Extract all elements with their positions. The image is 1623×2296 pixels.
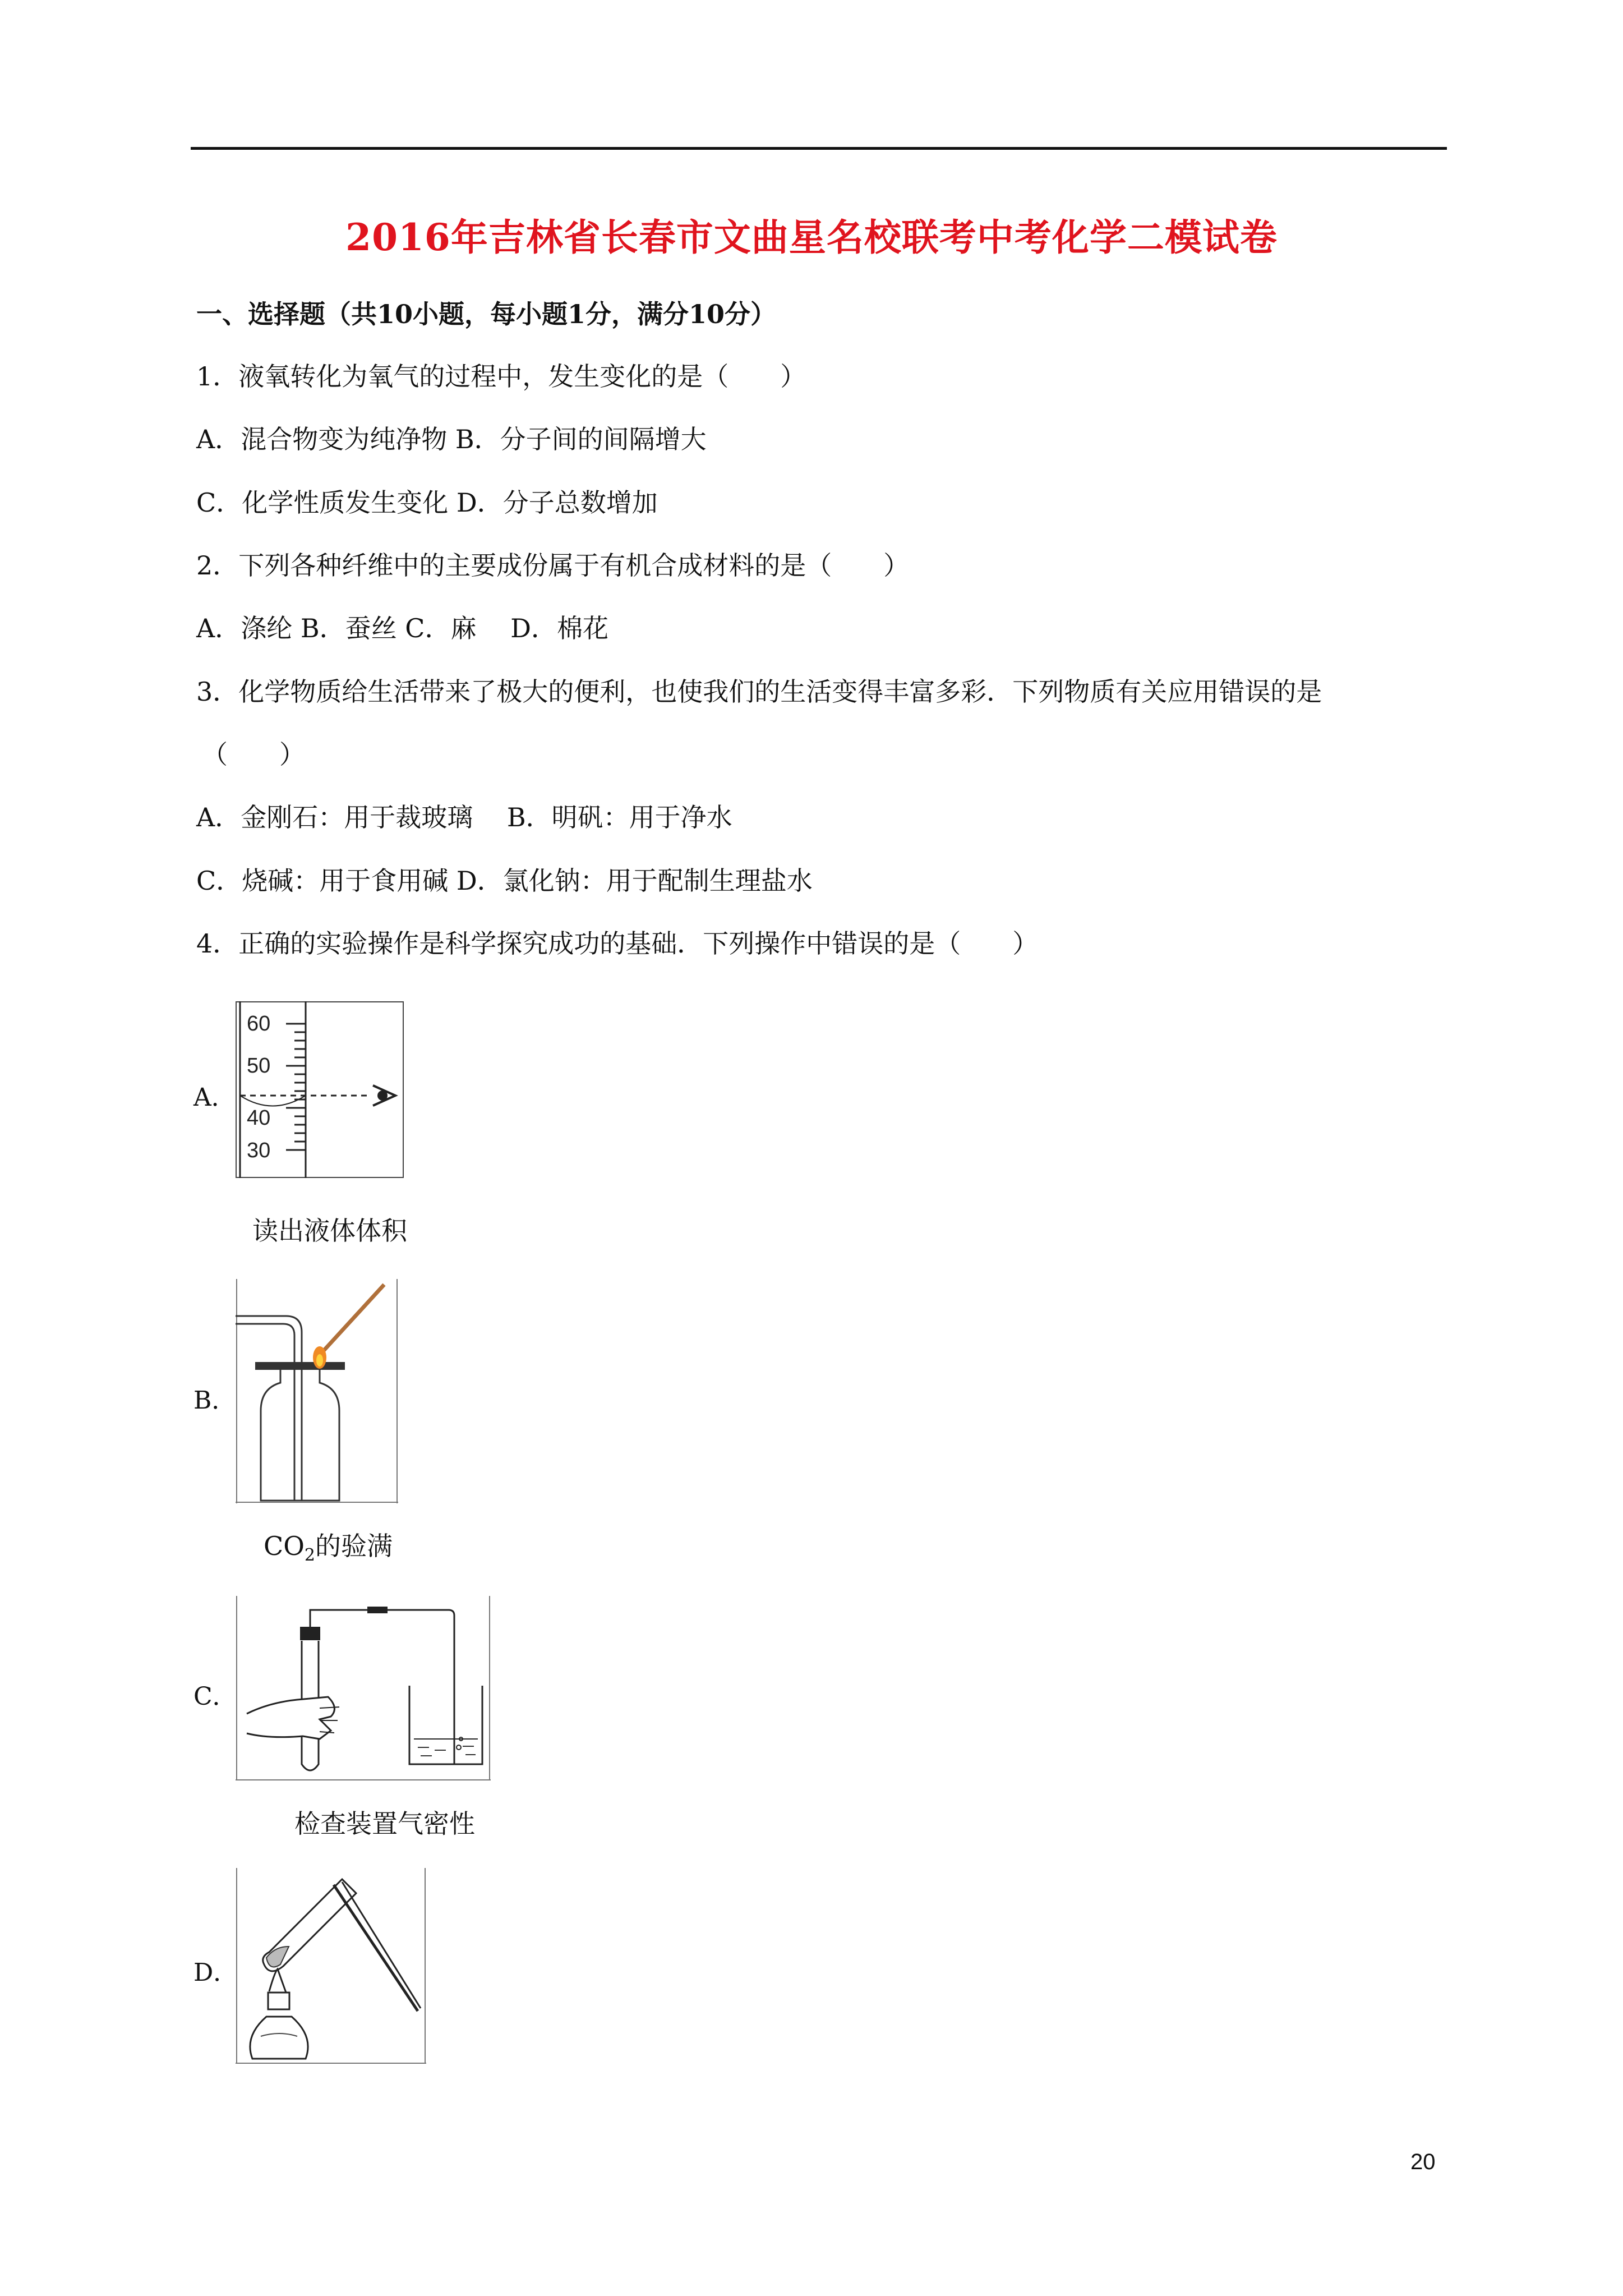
eye-icon <box>373 1085 395 1106</box>
question-2-options: A．涤纶 B．蚕丝 C．麻 D．棉花 <box>196 613 608 643</box>
figure-a-label: A． <box>193 1083 236 1112</box>
question-2-stem: 2．下列各种纤维中的主要成份属于有机合成材料的是（ ） <box>196 550 910 581</box>
question-1-options-row-2: C．化学性质发生变化 D．分子总数增加 <box>196 487 658 518</box>
scale-tick-40: 40 <box>247 1106 271 1130</box>
section-heading: 一、选择题（共10小题，每小题1分，满分10分） <box>196 299 777 329</box>
question-4-stem: 4．正确的实验操作是科学探究成功的基础．下列操作中错误的是（ ） <box>196 928 1039 959</box>
flame-icon <box>313 1346 326 1369</box>
page-number: 20 <box>1410 2150 1436 2174</box>
figure-d-heating-test-tube <box>236 1868 426 2064</box>
figure-c-caption: 检查装置气密性 <box>294 1809 475 1839</box>
question-3-stem-continuation: （ ） <box>202 739 305 770</box>
figure-c-airtightness-setup <box>236 1596 491 1781</box>
scale-tick-60: 60 <box>247 1012 271 1036</box>
page-title: 2016年吉林省长春市文曲星名校联考中考化学二模试卷 <box>345 215 1278 259</box>
figure-a-caption: 读出液体体积 <box>252 1216 407 1246</box>
figure-d-label: D． <box>193 1958 238 1987</box>
figure-b-gas-bottle <box>236 1279 398 1503</box>
scale-tick-50: 50 <box>247 1054 271 1078</box>
question-1-stem: 1．液氧转化为氧气的过程中，发生变化的是（ ） <box>196 361 806 392</box>
figure-c-label: C． <box>193 1682 237 1711</box>
top-rule <box>191 147 1447 150</box>
question-3-options-row-1: A．金刚石：用于裁玻璃 B．明矾：用于净水 <box>196 802 732 832</box>
figure-b-label: B． <box>193 1386 237 1415</box>
figure-a-graduated-cylinder <box>236 1001 404 1178</box>
scale-tick-30: 30 <box>247 1139 271 1162</box>
figure-b-caption: $CO_2$的验满 <box>264 1531 393 1566</box>
question-1-options-row-1: A．混合物变为纯净物 B．分子间的间隔增大 <box>196 424 707 454</box>
question-3-stem: 3．化学物质给生活带来了极大的便利，也使我们的生活变得丰富多彩．下列物质有关应用错误的是 <box>196 677 1322 707</box>
question-3-options-row-2: C．烧碱：用于食用碱 D．氯化钠：用于配制生理盐水 <box>196 866 813 896</box>
